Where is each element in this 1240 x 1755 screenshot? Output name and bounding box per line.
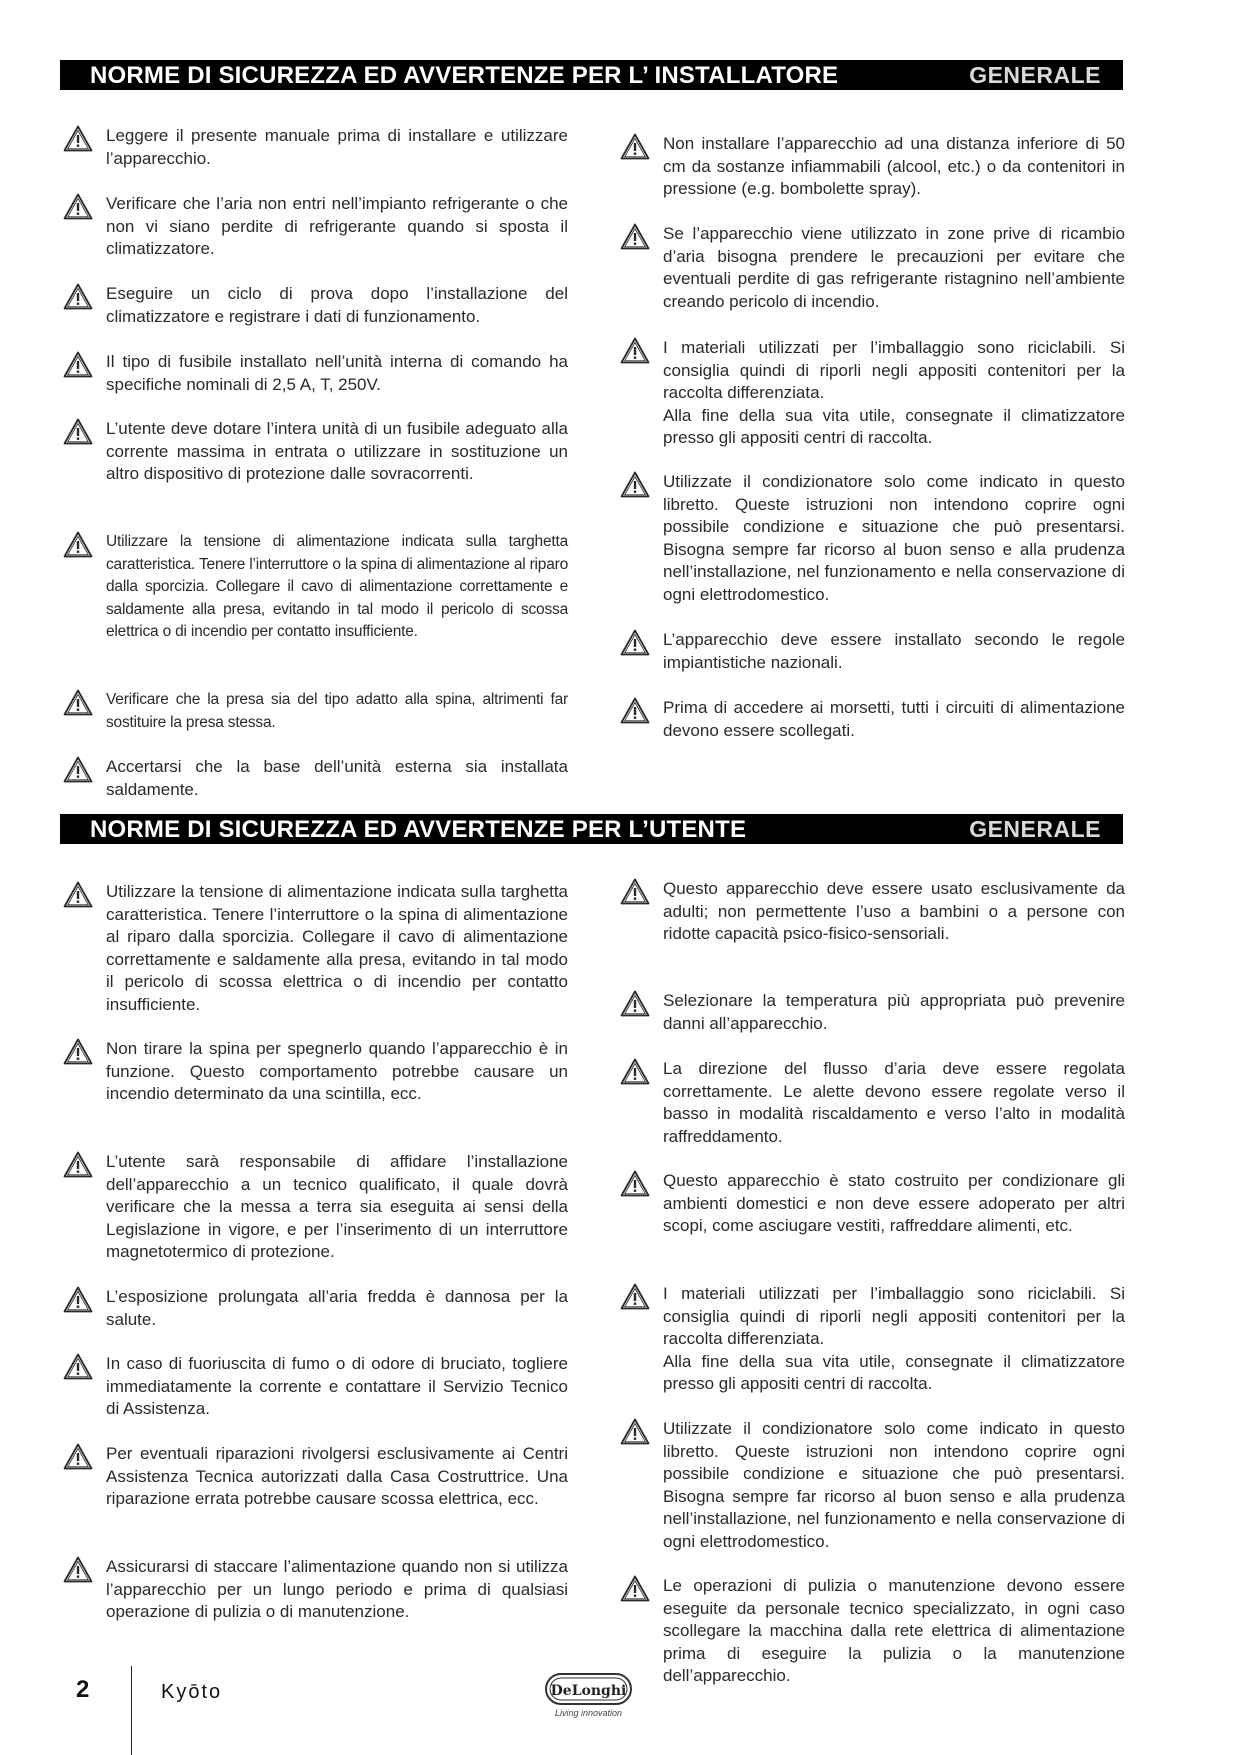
warning-text: Non installare l’apparecchio ad una distanza inferiore di 50 cm da sostanze infiammabili (alcool, etc.) o da contenitori in pressione (e.g. bombolette spray). <box>663 134 1125 198</box>
user-section-header <box>60 814 1123 844</box>
warning-triangle-icon <box>620 1283 650 1310</box>
warning-triangle-icon <box>63 1353 93 1380</box>
warning-triangle-icon <box>63 418 93 445</box>
warning-triangle-icon <box>620 1418 650 1445</box>
warning-text: Per eventuali riparazioni rivolgersi esclusivamente ai Centri Assistenza Tecnica autorizzati dalla Casa Costruttrice. Una riparazione errata potrebbe causare scossa elettrica, ecc. <box>106 1444 568 1508</box>
warning-text: Utilizzate il condizionatore solo come indicato in questo libretto. Queste istruzioni non intendono coprire ogni possibile condizione e situazione che può presentarsi. Bisogna sempre far ricorso al buon senso e alla prudenza nell’installazione, nel funzionamento e nella conservazione di ogni elettrodomestico. <box>663 472 1125 604</box>
warning-text: Selezionare la temperatura più appropriata può prevenire danni all’apparecchio. <box>663 991 1125 1033</box>
warning-text: Non tirare la spina per spegnerlo quando l’apparecchio è in funzione. Questo comportamento potrebbe causare un incendio determinato da una scintilla, ecc. <box>106 1039 568 1103</box>
warning-item <box>63 1443 568 1511</box>
brand-name: DeLonghi <box>550 1683 627 1699</box>
warning-item <box>620 1170 1125 1238</box>
warning-item <box>63 351 568 396</box>
warning-item <box>620 1418 1125 1553</box>
warning-triangle-icon <box>620 990 650 1017</box>
warning-triangle-icon <box>620 629 650 656</box>
warning-item <box>63 1353 568 1421</box>
warning-triangle-icon <box>63 1556 93 1583</box>
warning-item <box>63 1556 568 1624</box>
warning-text: Se l’apparecchio viene utilizzato in zone prive di ricambio d’aria bisogna prendere le precauzioni per evitare che eventuali perdite di gas refrigerante ristagnino nell’ambiente creando pericolo di incendio. <box>663 224 1125 311</box>
warning-item <box>620 133 1125 201</box>
warning-item <box>63 418 568 486</box>
warning-triangle-icon <box>63 531 93 558</box>
warning-text: L’apparecchio deve essere installato secondo le regole impiantistiche nazionali. <box>663 630 1125 672</box>
warning-item <box>620 1575 1125 1688</box>
warning-text: L’esposizione prolungata all’aria fredda è dannosa per la salute. <box>106 1287 568 1329</box>
warning-triangle-icon <box>620 223 650 250</box>
warning-item <box>63 1038 568 1106</box>
warning-triangle-icon <box>63 1038 93 1065</box>
warning-item <box>63 283 568 328</box>
warning-item <box>620 1058 1125 1148</box>
warning-triangle-icon <box>620 337 650 364</box>
installer-section-header <box>60 60 1123 90</box>
warning-text: Questo apparecchio è stato costruito per condizionare gli ambienti domestici e non deve essere adoperato per altri scopi, come asciugare vestiti, raffreddare alimenti, etc. <box>663 1171 1125 1235</box>
warning-text: In caso di fuoriuscita di fumo o di odore di bruciato, togliere immediatamente la corrente e contattare il Servizio Tecnico di Assistenza. <box>106 1354 568 1418</box>
warning-triangle-icon <box>63 283 93 310</box>
section-title: NORME DI SICUREZZA ED AVVERTENZE PER L’ INSTALLATORE <box>90 62 839 89</box>
section-title: NORME DI SICUREZZA ED AVVERTENZE PER L’UTENTE <box>90 816 747 843</box>
warning-text: Eseguire un ciclo di prova dopo l’installazione del climatizzatore e registrare i dati di funzionamento. <box>106 284 568 326</box>
warning-item <box>620 697 1125 742</box>
brand-logo <box>545 1672 632 1720</box>
warning-text: Leggere il presente manuale prima di installare e utilizzare l’apparecchio. <box>106 126 568 168</box>
brand-tagline: Living innovation <box>554 1708 623 1718</box>
warning-triangle-icon <box>620 878 650 905</box>
warning-text: Utilizzate il condizionatore solo come indicato in questo libretto. Queste istruzioni non intendono coprire ogni possibile condizione e situazione che può presentarsi. Bisogna sempre far ricorso al buon senso e alla prudenza nell’installazione, nel funzionamento e nella conservazione di ogni elettrodomestico. <box>663 1419 1125 1551</box>
warning-triangle-icon <box>63 1151 93 1178</box>
warning-item <box>63 689 568 734</box>
warning-text: Prima di accedere ai morsetti, tutti i circuiti di alimentazione devono essere scollegati. <box>663 698 1125 740</box>
warning-item <box>63 193 568 261</box>
footer-divider <box>131 1666 132 1755</box>
warning-item <box>620 990 1125 1035</box>
warning-item <box>620 471 1125 606</box>
warning-text: I materiali utilizzati per l’imballaggio sono riciclabili. Si consiglia quindi di riporli negli appositi contenitori per la raccolta differenziata. Alla fine della sua vita utile, consegnate il climatizzatore presso gli appositi centri di raccolta. <box>663 338 1125 447</box>
warning-triangle-icon <box>63 689 93 716</box>
warning-text: Accertarsi che la base dell’unità esterna sia installata saldamente. <box>106 757 568 799</box>
warning-triangle-icon <box>63 1443 93 1470</box>
model-name: Kyōto <box>161 1681 223 1703</box>
warning-item <box>63 1286 568 1331</box>
warning-triangle-icon <box>63 125 93 152</box>
warning-text: Verificare che la presa sia del tipo adatto alla spina, altrimenti far sostituire la presa stessa. <box>106 691 568 731</box>
warning-item <box>620 337 1125 450</box>
warning-triangle-icon <box>620 133 650 160</box>
warning-text: I materiali utilizzati per l’imballaggio sono riciclabili. Si consiglia quindi di riporli negli appositi contenitori per la raccolta differenziata. Alla fine della sua vita utile, consegnate il climatizzatore presso gli appositi centri di raccolta. <box>663 1284 1125 1393</box>
warning-triangle-icon <box>620 697 650 724</box>
warning-triangle-icon <box>63 351 93 378</box>
warning-item <box>63 125 568 170</box>
warning-text: Il tipo di fusibile installato nell’unità interna di comando ha specifiche nominali di 2,5 A, T, 250V. <box>106 352 568 394</box>
warning-text: Le operazioni di pulizia o manutenzione devono essere eseguite da personale tecnico specializzato, in ogni caso scollegare la macchina dalla rete elettrica di alimentazione prima di eseguire la pulizia o la manutenzione dell’apparecchio. <box>663 1576 1125 1685</box>
section-tag: GENERALE <box>969 62 1101 88</box>
warning-triangle-icon <box>620 471 650 498</box>
warning-item <box>620 1283 1125 1396</box>
warning-item <box>63 881 568 1016</box>
warning-triangle-icon <box>63 881 93 908</box>
warning-text: Verificare che l’aria non entri nell’impianto refrigerante o che non vi siano perdite di refrigerante quando si sposta il climatizzatore. <box>106 194 568 258</box>
warning-triangle-icon <box>63 1286 93 1313</box>
section-tag: GENERALE <box>969 816 1101 842</box>
warning-item <box>63 1151 568 1264</box>
warning-item <box>63 531 568 644</box>
warning-text: Utilizzare la tensione di alimentazione indicata sulla targhetta caratteristica. Tenere l’interruttore o la spina di alimentazione al riparo dalla sporcizia. Collegare il cavo di alimentazione correttamente e saldamente alla presa, evitando in tal modo il pericolo di scossa elettrica o di incendio per contatto insufficiente. <box>106 882 568 1014</box>
warning-text: La direzione del flusso d’aria deve essere regolata correttamente. Le alette devono essere regolate verso il basso in modalità riscaldamento e verso l’alto in modalità raffreddamento. <box>663 1059 1125 1146</box>
page-number: 2 <box>76 1676 90 1703</box>
warning-item <box>620 223 1125 313</box>
warning-item <box>63 756 568 801</box>
warning-text: L’utente deve dotare l’intera unità di un fusibile adeguato alla corrente massima in entrata o utilizzare in sostituzione un altro dispositivo di protezione dalle sovracorrenti. <box>106 419 568 483</box>
warning-item <box>620 629 1125 674</box>
warning-item <box>620 878 1125 946</box>
warning-text: Questo apparecchio deve essere usato esclusivamente da adulti; non permettente l’uso a bambini o a persone con ridotte capacità psico-fisico-sensoriali. <box>663 879 1125 943</box>
warning-text: L’utente sarà responsabile di affidare l’installazione dell’apparecchio a un tecnico qualificato, il quale dovrà verificare che la messa a terra sia eseguita ai sensi della Legislazione in vigore, e per l’inserimento di un interruttore magnetotermico di protezione. <box>106 1152 568 1261</box>
warning-triangle-icon <box>620 1058 650 1085</box>
warning-triangle-icon <box>63 193 93 220</box>
warning-text: Utilizzare la tensione di alimentazione indicata sulla targhetta caratteristica. Tenere l’interruttore o la spina di alimentazione al riparo dalla sporcizia. Collegare il cavo di alimentazione correttamente e saldamente alla presa, evitando in tal modo il pericolo di scossa elettrica o di incendio per contatto insufficiente. <box>106 533 569 640</box>
warning-triangle-icon <box>620 1170 650 1197</box>
warning-triangle-icon <box>620 1575 650 1602</box>
warning-triangle-icon <box>63 756 93 783</box>
warning-text: Assicurarsi di staccare l’alimentazione quando non si utilizza l’apparecchio per un lungo periodo e prima di qualsiasi operazione di pulizia o di manutenzione. <box>106 1557 568 1621</box>
